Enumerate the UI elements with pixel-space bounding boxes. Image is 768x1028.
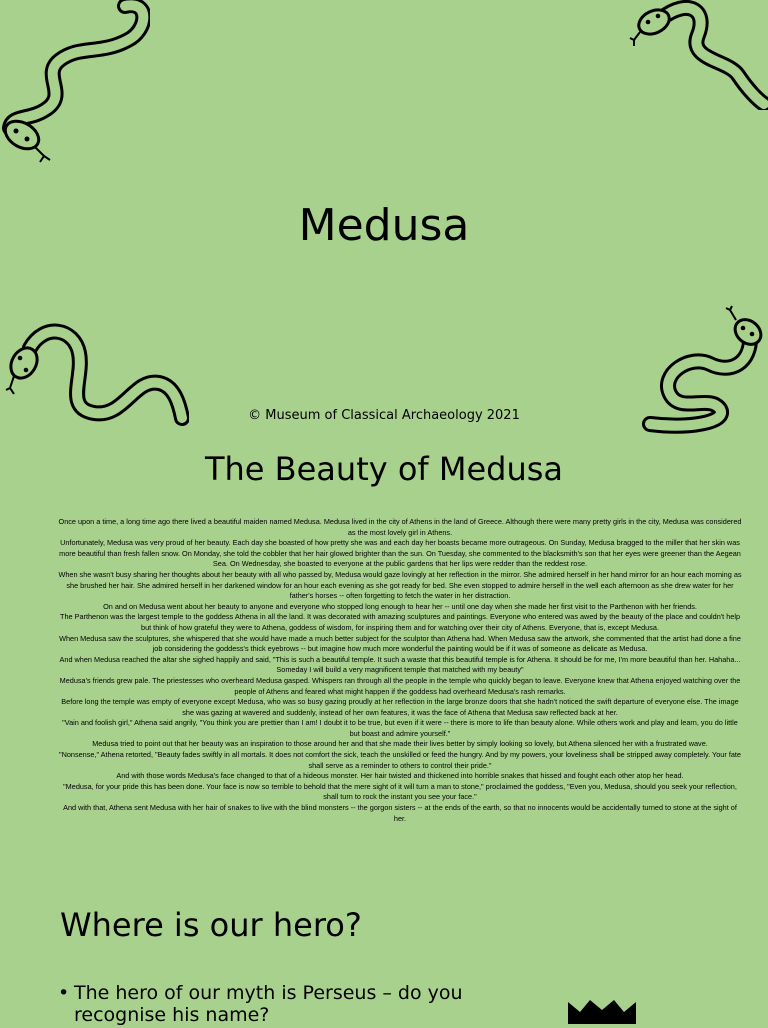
slide-title: Medusa [298, 200, 470, 251]
story-paragraph: "Nonsense," Athena retorted, "Beauty fades swiftly in all mortals. It does not comfort the sick, teach the unskilled or feed the hungry. And by my powers, your loveliness shall be stripped away completely. Your fate shall serve as a reminder to others to control their pride." [58, 750, 741, 770]
story-paragraph: "Vain and foolish girl," Athena said angrily, "You think you are prettier than I am! I doubt it to be true, but even if it were -- there is more to life than beauty alone. While others work and play and learn, you do little but boast and admire yourself." [62, 718, 738, 738]
hero-bullet-list [58, 982, 478, 1026]
hero-bullet: • The hero of our myth is Perseus – do you recognise his name? [58, 982, 478, 1026]
story-paragraph: Unfortunately, Medusa was very proud of her beauty. Each day she boasted of how pretty she was and each day her boasts became more outrageous. On Sunday, Medusa bragged to the miller that her skin was more beautiful than fresh fallen snow. On Monday, she told the cobbler that her hair glowed brighter than the sun. On Tuesday, she commented to the blacksmith's son that her eyes were greener than the Aegean Sea. On Wednesday, she boasted to everyone at the public gardens that her lips were redder than the reddest rose. [59, 538, 741, 569]
story-paragraph: Medusa's friends grew pale. The priestesses who overheard Medusa gasped. Whispers ran through all the people in the temple who quickly began to leave. Everyone knew that Athena enjoyed watching over the people of Athens and feared what might happen if the goddess had overheard Medusa's rash remarks. [59, 675, 741, 696]
copyright-notice: © Museum of Classical Archaeology 2021 [248, 408, 520, 423]
story-paragraph: The Parthenon was the largest temple to the goddess Athena in all the land. It was decorated with amazing sculptures and paintings. Everyone who entered was awed by the beauty of the place and couldn't help but think of how grateful they were to Athena, goddess of wisdom, for inspiring them and for watching over their city of Athens. Everyone, that is, except Medusa. [59, 612, 741, 632]
snake-icon [628, 0, 768, 110]
story-paragraph: On and on Medusa went about her beauty to anyone and everyone who stopped long enough to hear her -- until one day when she made her first visit to the Parthenon with her friends. [103, 601, 697, 611]
story-paragraph: Once upon a time, a long time ago there lived a beautiful maiden named Medusa. Medusa lived in the city of Athens in the land of Greece. Although there were many pretty girls in the city, Medusa was considered as the most lovely girl in Athens. [58, 517, 742, 537]
story-heading: The Beauty of Medusa [204, 450, 564, 488]
story-text [58, 517, 742, 824]
story-paragraph: And with those words Medusa's face changed to that of a hideous monster. Her hair twisted and thickened into horrible snakes that hissed and fought each other atop her head. [116, 771, 684, 781]
hero-heading: Where is our hero? [60, 906, 362, 944]
story-paragraph: And when Medusa reached the altar she sighed happily and said, "This is such a beautiful temple. It such a waste that this beautiful temple is for Athena. It should be for me, I'm more beautiful than her. Hahaha... Someday I will build a very magnificent temple that matched with my beauty" [59, 654, 741, 675]
snake-icon [0, 0, 150, 170]
story-paragraph: And with that, Athena sent Medusa with her hair of snakes to live with the blind monsters -- the gorgon sisters -- at the ends of the earth, so that no innocents would be accidentally turned to stone at the sight of her. [63, 803, 737, 823]
story-paragraph: "Medusa, for your pride this has been done. Your face is now so terrible to behold that the mere sight of it will turn a man to stone," proclaimed the goddess, "Even you, Medusa, should you seek your reflection, shall turn to rock the instant you see your face." [63, 781, 737, 802]
story-paragraph: When she wasn't busy sharing her thoughts about her beauty with all who passed by, Medusa would gaze lovingly at her reflection in the mirror. She admired herself in her hand mirror for an hour each morning as she brushed her hair. She admired herself in her darkened window for an hour each evening as she got ready for bed. She even stopped to admire herself in the well each afternoon as she drew water for her father's horses -- often forgetting to fetch the water in her distraction. [58, 569, 742, 601]
story-paragraph: Before long the temple was empty of everyone except Medusa, who was so busy gazing proudly at her reflection in the large bronze doors that she hadn't noticed the swift departure of everyone else. The image she was gazing at wavered and suddenly, instead of her own features, it was the face of Athena that Medusa saw reflected back at her. [61, 697, 739, 717]
story-paragraph: When Medusa saw the sculptures, she whispered that she would have made a much better subject for the sculptor than Athena had. When Medusa saw the artwork, she commented that the artist had done a fine job considering the goddess's thick eyebrows -- but imagine how much more wonderful the painting would be if it was of someone as delicate as Medusa. [59, 633, 741, 654]
story-paragraph: Medusa tried to point out that her beauty was an inspiration to those around her and that she made their lives better by simply looking so lovely, but Athena silenced her with a frustrated wave. [92, 739, 708, 749]
